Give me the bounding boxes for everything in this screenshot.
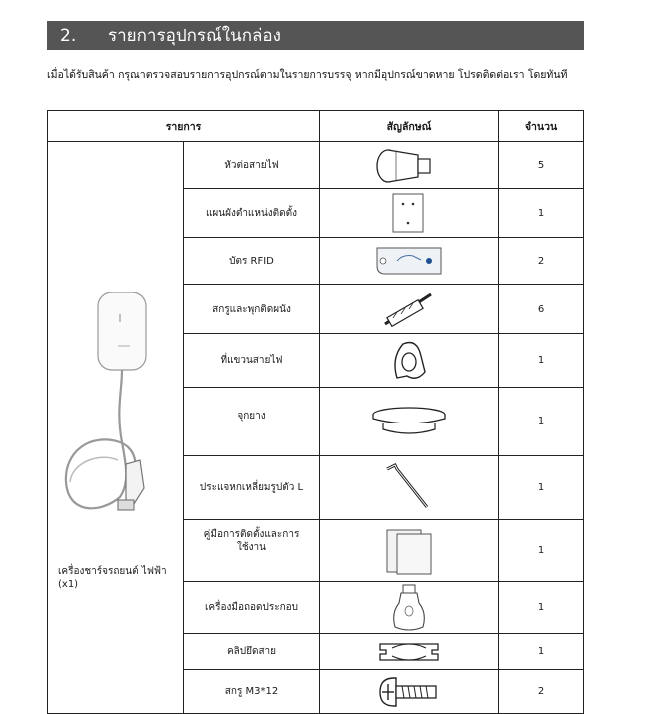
section-header	[47, 21, 584, 50]
item-qty: 6	[499, 285, 584, 334]
item-name: คลิปยึดสาย	[184, 634, 320, 670]
item-qty: 2	[499, 670, 584, 714]
allen-key-icon	[381, 461, 437, 515]
item-name: หัวต่อสายไฟ	[184, 142, 320, 189]
item-name: ที่แขวนสายไฟ	[184, 334, 320, 388]
disassembly-tool-icon	[389, 583, 429, 633]
item-name: จุกยาง	[184, 388, 320, 456]
ev-charger-icon	[60, 292, 160, 532]
item-name: แผนผังตำแหน่งติดตั้ง	[184, 189, 320, 238]
header-qty: จำนวน	[499, 111, 584, 142]
section-number: 2.	[60, 25, 77, 46]
cable-hook-icon	[387, 338, 431, 384]
item-qty: 1	[499, 456, 584, 520]
item-name: สกรู M3*12	[184, 670, 320, 714]
section-title: รายการอุปกรณ์ในกล่อง	[108, 26, 281, 46]
item-qty: 2	[499, 238, 584, 285]
header-symbol: สัญลักษณ์	[320, 111, 499, 142]
item-name: บัตร RFID	[184, 238, 320, 285]
manual-icon	[383, 526, 435, 576]
item-qty: 1	[499, 634, 584, 670]
rfid-card-icon	[373, 244, 445, 278]
header-item: รายการ	[48, 111, 320, 142]
m3-screw-icon	[376, 675, 442, 709]
mounting-template-icon	[389, 192, 429, 234]
charger-label: เครื่องชาร์จรถยนต์ ไฟฟ้า (x1)	[58, 566, 167, 590]
screw-anchor-icon	[379, 288, 439, 330]
item-name: ประแจหกเหลี่ยมรูปตัว L	[184, 456, 320, 520]
package-contents-table	[47, 110, 584, 714]
item-name: เครื่องมือถอดประกอบ	[184, 582, 320, 634]
intro-text: เมื่อได้รับสินค้า กรุณาตรวจสอบรายการอุปกรณ์ตามในรายการบรรจุ หากมีอุปกรณ์ขาดหาย โปรดติดต่อเรา โดยทันที	[47, 69, 568, 81]
rubber-plug-icon	[369, 405, 449, 439]
item-qty: 1	[499, 388, 584, 456]
item-name: คู่มือการติดตั้งและการใช้งาน	[184, 520, 320, 582]
cable-connector-icon	[374, 144, 444, 186]
table-header-row	[48, 111, 584, 142]
item-name: สกรูและพุกติดผนัง	[184, 285, 320, 334]
item-qty: 1	[499, 582, 584, 634]
item-qty: 1	[499, 334, 584, 388]
item-qty: 1	[499, 520, 584, 582]
table-row	[48, 142, 584, 189]
item-qty: 5	[499, 142, 584, 189]
cable-clip-icon	[376, 638, 442, 666]
item-qty: 1	[499, 189, 584, 238]
charger-cell	[48, 142, 184, 714]
